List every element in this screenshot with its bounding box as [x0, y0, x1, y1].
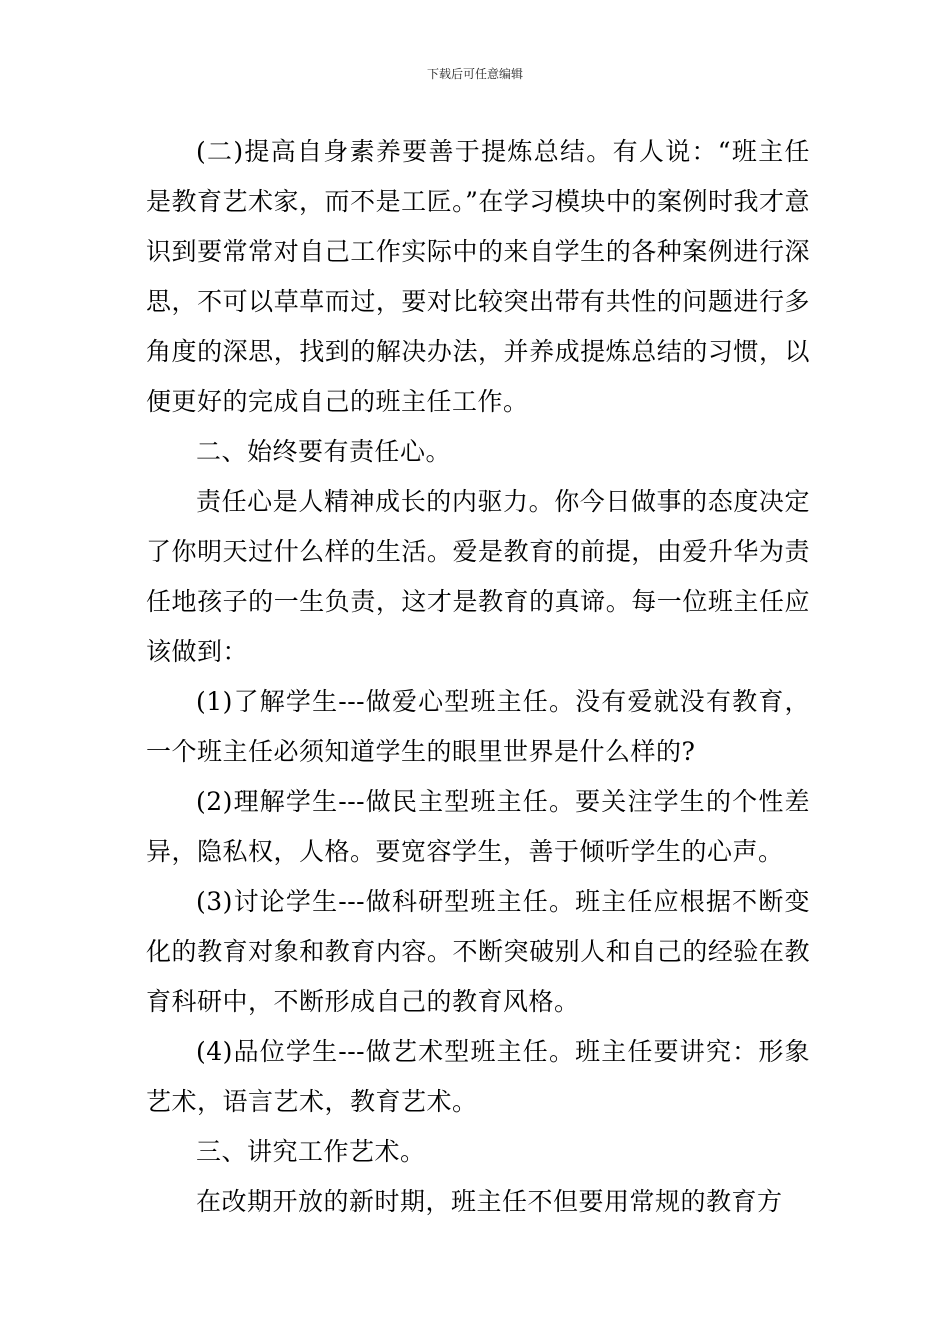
list-item-understand-students: (1)了解学生---做爱心型班主任。没有爱就没有教育，一个班主任必须知道学生的眼里世界是什么样的? — [146, 687, 810, 766]
section-heading-work-art: 三、讲究工作艺术。 — [196, 1137, 426, 1166]
paragraph-reform-era: 在改期开放的新时期，班主任不但要用常规的教育方 — [196, 1187, 783, 1216]
list-item-appreciate-students: (4)品位学生---做艺术型班主任。班主任要讲究：形象艺术，语言艺术，教育艺术。 — [146, 1037, 810, 1116]
section-heading-responsibility: 二、始终要有责任心。 — [196, 437, 452, 466]
list-item-discuss-students: (3)讨论学生---做科研型班主任。班主任应根据不断变化的教育对象和教育内容。不断突破别人和自己的经验在教育科研中，不断形成自己的教育风格。 — [146, 887, 810, 1016]
list-item-comprehend-students: (2)理解学生---做民主型班主任。要关注学生的个性差异，隐私权，人格。要宽容学生，善于倾听学生的心声。 — [146, 787, 810, 866]
document-body — [146, 127, 810, 1227]
paragraph-summary-skills: (二)提高自身素养要善于提炼总结。有人说：“班主任是教育艺术家，而不是工匠。”在学习模块中的案例时我才意识到要常常对自己工作实际中的来自学生的各种案例进行深思，不可以草草而过，要对比较突出带有共性的问题进行多角度的深思，找到的解决办法，并养成提炼总结的习惯，以便更好的完成自己的班主任工作。 — [146, 137, 810, 416]
page-header: 下载后可任意编辑 — [426, 67, 523, 81]
paragraph-responsibility: 责任心是人精神成长的内驱力。你今日做事的态度决定了你明天过什么样的生活。爱是教育的前提，由爱升华为责任地孩子的一生负责，这才是教育的真谛。每一位班主任应该做到： — [146, 487, 810, 666]
